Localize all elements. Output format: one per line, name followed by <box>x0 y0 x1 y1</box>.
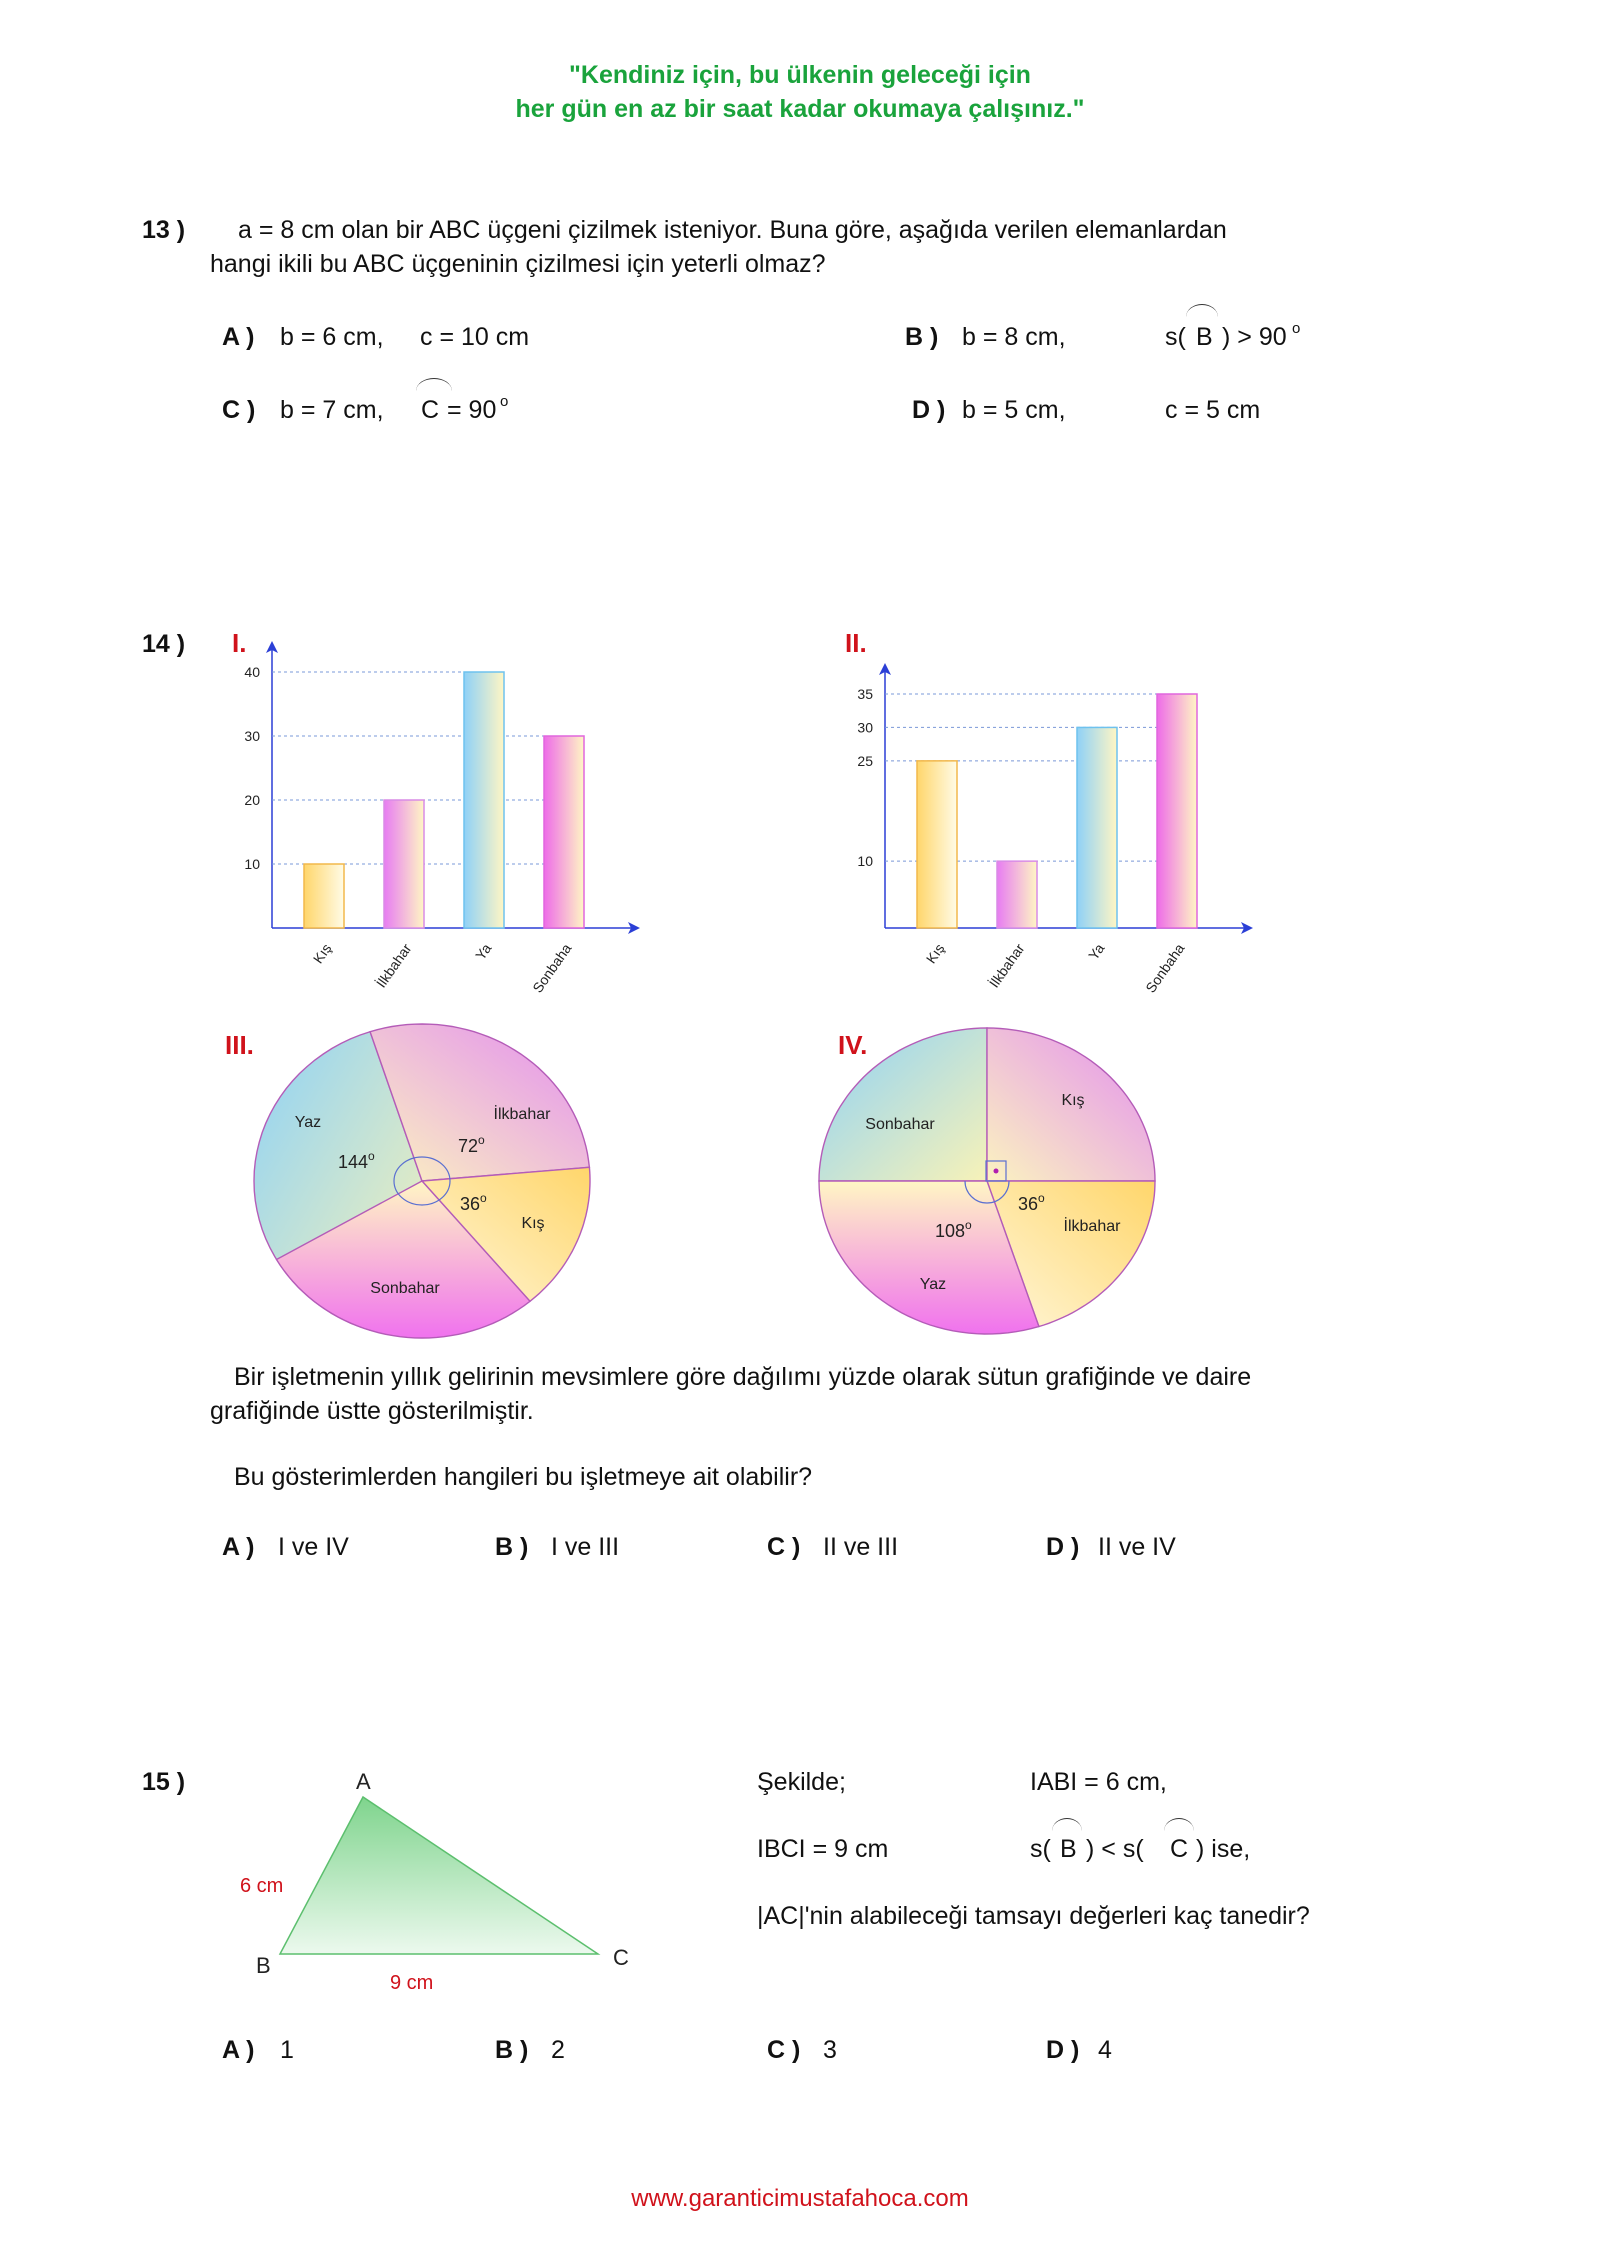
q13-option-a-letter: A ) <box>222 323 255 351</box>
y-tick-label: 10 <box>857 853 873 870</box>
q15-row2-s1: s( <box>1030 1835 1051 1863</box>
q13-option-d-part2: c = 5 cm <box>1165 396 1261 424</box>
q13-option-a-part1: b = 6 cm, <box>280 323 384 351</box>
q15-row2-angle-b: B <box>1060 1835 1077 1863</box>
q13-option-b-letter: B ) <box>905 323 939 351</box>
q13-option-c-letter: C ) <box>222 396 256 424</box>
q15-row1-right: IABI = 6 cm, <box>1030 1768 1167 1796</box>
angle-label-108: 108$^o$ <box>935 1218 972 1241</box>
q15-option-a-text: 1 <box>280 2036 294 2064</box>
slice-label-ilkbahar: İlkbahar <box>493 1106 551 1123</box>
y-tick-label: 30 <box>857 719 873 736</box>
slice-label-ilkbahar: İlkbahar <box>1063 1218 1121 1235</box>
x-tick-label: Sonbaha <box>529 940 575 996</box>
x-tick-label: Kış <box>309 940 335 967</box>
q15-option-b-letter: B ) <box>495 2036 529 2064</box>
bar-1 <box>304 864 344 928</box>
y-tick-label: 20 <box>244 792 260 808</box>
bar-4 <box>1157 694 1197 928</box>
y-tick-label: 25 <box>857 752 873 769</box>
q13-text-line1: a = 8 cm olan bir ABC üçgeni çizilmek isteniyor. Buna göre, aşağıda verilen elemanlardan <box>238 216 1227 244</box>
q14-text-line2: grafiğinde üstte gösterilmiştir. <box>210 1397 534 1425</box>
chart-label-iv: IV. <box>838 1030 868 1060</box>
footer-website-link[interactable]: www.garanticimustafahoca.com <box>631 2185 969 2212</box>
header-quote-line1: "Kendiniz için, bu ülkenin geleceği için <box>569 61 1031 89</box>
q13-option-c-part2: = 90 <box>447 396 497 424</box>
y-tick-label: 35 <box>857 686 873 702</box>
slice-label-sonbahar: Sonbahar <box>865 1116 935 1133</box>
q14-option-b-text: I ve III <box>551 1533 620 1561</box>
q15-option-c-letter: C ) <box>767 2036 801 2064</box>
bar-2 <box>997 861 1037 928</box>
chart-label-iii: III. <box>225 1030 254 1060</box>
x-tick-label: Sonbaha <box>1142 940 1188 996</box>
angle-arc-icon <box>1052 1818 1082 1831</box>
header-quote-line2: her gün en az bir saat kadar okumaya çalışınız." <box>515 95 1085 123</box>
bar-2 <box>384 800 424 928</box>
q13-number: 13 ) <box>142 216 186 244</box>
bar-chart-ii <box>857 666 1250 996</box>
side-bc-label: 9 cm <box>390 1972 434 1994</box>
side-ab-label: 6 cm <box>240 1875 284 1897</box>
q13-option-d-letter: D ) <box>912 396 946 424</box>
q13-option-b-part1: b = 8 cm, <box>962 323 1066 351</box>
q14-text-line3: Bu gösterimlerden hangileri bu işletmeye ait olabilir? <box>234 1463 813 1491</box>
right-angle-dot <box>994 1169 999 1174</box>
slice-label-sonbahar: Sonbahar <box>370 1280 440 1297</box>
vertex-b-label: B <box>256 1953 271 1978</box>
q13-option-c-angle: C <box>421 396 440 424</box>
q13-option-a-part2: c = 10 cm <box>420 323 530 351</box>
q14-option-a-letter: A ) <box>222 1533 255 1561</box>
y-tick-label: 40 <box>244 664 260 680</box>
q15-option-c-text: 3 <box>823 2036 837 2064</box>
q13-option-b-degree: o <box>1292 320 1301 337</box>
q15-option-b-text: 2 <box>551 2036 565 2064</box>
bar-3 <box>464 672 504 928</box>
q13-option-b-s: s( <box>1165 323 1186 351</box>
q15-option-a-letter: A ) <box>222 2036 255 2064</box>
q14-option-d-letter: D ) <box>1046 1533 1080 1561</box>
q13-option-c-degree: o <box>500 393 509 410</box>
q15-row1-left: Şekilde; <box>757 1768 846 1796</box>
q15-option-d-text: 4 <box>1098 2036 1112 2064</box>
bar-3 <box>1077 727 1117 928</box>
pie-slice-sonbahar <box>819 1028 987 1181</box>
chart-label-i: I. <box>232 628 247 658</box>
angle-label-72: 72$^o$ <box>458 1133 485 1156</box>
q13-option-b-part2: ) > 90 <box>1222 323 1287 351</box>
q15-option-d-letter: D ) <box>1046 2036 1080 2064</box>
q14-option-c-letter: C ) <box>767 1533 801 1561</box>
chart-label-ii: II. <box>845 628 867 658</box>
pie-chart-iv <box>819 1028 1155 1334</box>
angle-label-36: 36$^o$ <box>1018 1191 1045 1214</box>
q14-option-d-text: II ve IV <box>1098 1533 1176 1561</box>
slice-label-kis: Kış <box>521 1215 545 1232</box>
q13-option-b-angle: B <box>1196 323 1213 351</box>
bar-4 <box>544 736 584 928</box>
vertex-c-label: C <box>613 1945 629 1970</box>
x-tick-label: Ya <box>1085 940 1108 963</box>
angle-arc-icon <box>1164 1818 1194 1831</box>
q15-row2-left: IBCI = 9 cm <box>757 1835 889 1863</box>
angle-label-36: 36$^o$ <box>460 1191 487 1214</box>
q15-number: 15 ) <box>142 1768 186 1796</box>
slice-label-yaz: Yaz <box>294 1114 322 1131</box>
q14-option-c-text: II ve III <box>823 1533 899 1561</box>
triangle-shape <box>280 1797 598 1954</box>
slice-label-yaz: Yaz <box>919 1276 947 1293</box>
q14-number: 14 ) <box>142 630 186 658</box>
q15-row2-ise: ) ise, <box>1196 1835 1251 1863</box>
bar-chart-i <box>244 644 637 996</box>
q13-text-line2: hangi ikili bu ABC üçgeninin çizilmesi için yeterli olmaz? <box>210 250 826 278</box>
angle-label-144: 144$^o$ <box>338 1149 375 1172</box>
bar-1 <box>917 761 957 928</box>
q14-text-line1: Bir işletmenin yıllık gelirinin mevsimlere göre dağılımı yüzde olarak sütun grafiğinde ve daire <box>234 1363 1252 1391</box>
x-tick-label: Kış <box>922 940 948 967</box>
q14-option-b-letter: B ) <box>495 1533 529 1561</box>
q14-option-a-text: I ve IV <box>278 1533 349 1561</box>
y-tick-label: 30 <box>244 728 260 744</box>
x-tick-label: Ya <box>472 940 495 963</box>
x-tick-label: İlkbahar <box>985 940 1028 991</box>
x-tick-label: İlkbahar <box>372 940 415 991</box>
vertex-a-label: A <box>356 1769 371 1794</box>
slice-label-kis: Kış <box>1061 1092 1085 1109</box>
q13-option-c-part1: b = 7 cm, <box>280 396 384 424</box>
triangle-figure <box>200 1755 660 2015</box>
y-tick-label: 10 <box>244 856 260 872</box>
q13-option-d-part1: b = 5 cm, <box>962 396 1066 424</box>
q15-row2-lt: ) < s( <box>1086 1835 1144 1863</box>
q15-row2-angle-c: C <box>1170 1835 1189 1863</box>
pie-chart-iii <box>254 1024 590 1338</box>
q15-row3: |AC|'nin alabileceği tamsayı değerleri kaç tanedir? <box>757 1902 1310 1930</box>
